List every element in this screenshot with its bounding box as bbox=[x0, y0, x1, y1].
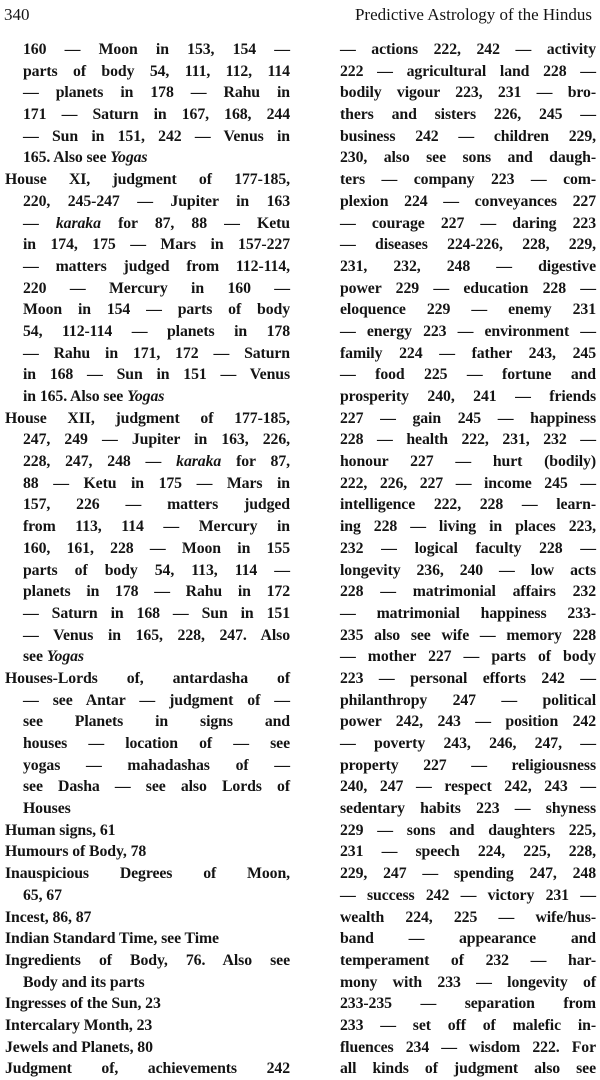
index-text: 222, 226, 227 — income 245 — bbox=[340, 474, 596, 492]
index-text: — matrimonial happiness 233- bbox=[340, 604, 596, 622]
index-text: planets in 178 — Rahu in 172 bbox=[23, 583, 290, 601]
index-right-line bbox=[340, 1037, 596, 1059]
index-text: — Sun in 151, 242 — Venus in bbox=[23, 127, 290, 145]
index-right-line bbox=[340, 191, 596, 213]
index-right-line bbox=[340, 408, 596, 430]
index-text: 228 — health 222, 231, 232 — bbox=[340, 431, 596, 449]
index-left-line bbox=[5, 950, 290, 972]
index-right-line bbox=[340, 928, 596, 950]
index-text: from 113, 114 — Mercury in bbox=[23, 518, 290, 536]
index-right-line bbox=[340, 256, 596, 278]
index-italic-term: karaka bbox=[176, 453, 222, 471]
index-text: see Planets in signs and bbox=[23, 713, 290, 731]
index-right-line bbox=[340, 863, 596, 885]
index-left-line bbox=[5, 690, 290, 712]
index-left-line bbox=[5, 972, 290, 994]
index-italic-term: Yogas bbox=[110, 149, 148, 167]
index-text: honour 227 — hurt (bodily) bbox=[340, 453, 596, 471]
index-text: — food 225 — fortune and bbox=[340, 366, 596, 384]
index-text: — energy 223 — environment — bbox=[340, 322, 596, 340]
index-text: — poverty 243, 246, 247, — bbox=[340, 735, 596, 752]
index-text: ing 228 — living in places 223, bbox=[340, 518, 596, 536]
index-text: for 87, 88 — Ketu bbox=[100, 214, 290, 232]
index-right-line bbox=[340, 213, 596, 235]
index-left-line bbox=[5, 39, 290, 61]
index-text: Body and its parts bbox=[23, 973, 145, 991]
index-text: — Rahu in 171, 172 — Saturn bbox=[23, 344, 290, 362]
index-text: House XII, judgment of 177-185, bbox=[5, 409, 290, 427]
index-text: 227 — gain 245 — happiness bbox=[340, 409, 596, 427]
index-text: see bbox=[23, 648, 47, 666]
index-right-line bbox=[340, 560, 596, 582]
index-left-line bbox=[5, 126, 290, 148]
index-right-line bbox=[340, 841, 596, 863]
index-left-line bbox=[5, 993, 290, 1015]
index-text: yogas — mahadashas of — bbox=[23, 756, 290, 774]
index-italic-term: Yogas bbox=[127, 388, 165, 405]
index-text: all kinds of judgment also see bbox=[340, 1060, 596, 1078]
index-left-line bbox=[5, 1015, 290, 1037]
index-left-line bbox=[5, 625, 290, 647]
index-right-line bbox=[340, 386, 596, 408]
index-right-line bbox=[340, 169, 596, 191]
index-right-line bbox=[340, 907, 596, 929]
index-text: in 168 — Sun in 151 — Venus bbox=[23, 366, 290, 384]
index-right-line bbox=[340, 278, 596, 300]
index-left-line bbox=[5, 213, 290, 235]
index-right-line bbox=[340, 61, 596, 83]
index-right-line bbox=[340, 690, 596, 712]
index-text: — bbox=[23, 214, 56, 232]
index-left-line bbox=[5, 646, 290, 668]
index-text: 229 — sons and daughters 225, bbox=[340, 821, 596, 839]
index-right-line bbox=[340, 668, 596, 690]
index-text: parts of body 54, 113, 114 — bbox=[23, 561, 290, 579]
index-right-line bbox=[340, 950, 596, 972]
index-left-line bbox=[5, 494, 290, 516]
index-right-line bbox=[340, 538, 596, 560]
index-left-line bbox=[5, 928, 290, 950]
index-right-line bbox=[340, 321, 596, 343]
index-text: ters — company 223 — com- bbox=[340, 171, 596, 189]
index-text: 233-235 — separation from bbox=[340, 995, 596, 1013]
index-left-line bbox=[5, 191, 290, 213]
index-text: Intercalary Month, 23 bbox=[5, 1016, 153, 1034]
index-text: 54, 112-114 — planets in 178 bbox=[23, 322, 290, 340]
index-right-line bbox=[340, 299, 596, 321]
index-text: intelligence 222, 228 — learn- bbox=[340, 496, 596, 514]
index-text: bodily vigour 223, 231 — bro- bbox=[340, 84, 596, 102]
index-text: Human signs, 61 bbox=[5, 821, 116, 839]
index-right-line bbox=[340, 451, 596, 473]
index-text: 229, 247 — spending 247, 248 bbox=[340, 865, 596, 883]
index-left-line bbox=[5, 82, 290, 104]
index-text: longevity 236, 240 — low acts bbox=[340, 561, 596, 579]
index-column-right bbox=[340, 39, 596, 1080]
index-text: 220 — Mercury in 160 — bbox=[23, 279, 290, 297]
index-right-line bbox=[340, 885, 596, 907]
index-left-line bbox=[5, 473, 290, 495]
index-right-line bbox=[340, 733, 596, 755]
index-text: wealth 224, 225 — wife/hus- bbox=[340, 908, 596, 926]
index-text: — see Antar — judgment of — bbox=[23, 691, 290, 709]
index-left-line bbox=[5, 798, 290, 820]
index-text: — Venus in 165, 228, 247. Also bbox=[23, 626, 290, 644]
index-right-line bbox=[340, 993, 596, 1015]
index-column-left bbox=[5, 39, 290, 1080]
index-text: 223 — personal efforts 242 — bbox=[340, 669, 596, 687]
index-right-line bbox=[340, 82, 596, 104]
index-text: in 165. Also see bbox=[23, 388, 128, 405]
index-left-line bbox=[5, 885, 290, 907]
index-left-line bbox=[5, 256, 290, 278]
index-text: Judgment of, achievements 242 bbox=[5, 1060, 290, 1078]
index-text: family 224 — father 243, 245 bbox=[340, 344, 596, 362]
index-left-line bbox=[5, 386, 290, 408]
index-text: Ingresses of the Sun, 23 bbox=[5, 995, 161, 1013]
index-text: Jewels and Planets, 80 bbox=[5, 1038, 153, 1056]
index-left-line bbox=[5, 1037, 290, 1059]
index-text: property 227 — religiousness bbox=[340, 756, 596, 774]
index-right-line bbox=[340, 1015, 596, 1037]
index-text: fluences 234 — wisdom 222. For bbox=[340, 1038, 596, 1056]
index-text: 228 — matrimonial affairs 232 bbox=[340, 583, 596, 601]
index-text: power 242, 243 — position 242 bbox=[340, 713, 596, 731]
index-right-line bbox=[340, 776, 596, 798]
index-text: 171 — Saturn in 167, 168, 244 bbox=[23, 106, 290, 124]
index-text: band — appearance and bbox=[340, 930, 596, 948]
index-text: parts of body 54, 111, 112, 114 bbox=[23, 62, 290, 80]
index-right-line bbox=[340, 473, 596, 495]
index-right-line bbox=[340, 755, 596, 777]
index-text: 240, 247 — respect 242, 243 — bbox=[340, 778, 596, 796]
index-italic-term: karaka bbox=[55, 214, 101, 232]
index-text: 231 — speech 224, 225, 228, bbox=[340, 843, 596, 861]
index-right-line bbox=[340, 343, 596, 365]
index-text: see Dasha — see also Lords of bbox=[23, 778, 290, 796]
index-left-line bbox=[5, 755, 290, 777]
index-right-line bbox=[340, 625, 596, 647]
index-right-line bbox=[340, 147, 596, 169]
index-right-line bbox=[340, 646, 596, 668]
index-left-line bbox=[5, 169, 290, 191]
index-right-line bbox=[340, 429, 596, 451]
index-left-line bbox=[5, 581, 290, 603]
index-left-line bbox=[5, 408, 290, 430]
index-left-line bbox=[5, 560, 290, 582]
index-text: for 87, bbox=[221, 453, 290, 471]
index-right-line bbox=[340, 711, 596, 733]
index-text: philanthropy 247 — political bbox=[340, 691, 596, 709]
index-left-line bbox=[5, 516, 290, 538]
index-text: houses — location of — see bbox=[23, 735, 290, 752]
index-text: 160, 161, 228 — Moon in 155 bbox=[23, 539, 290, 557]
index-text: Houses-Lords of, antardasha of bbox=[5, 669, 290, 687]
index-text: Humours of Body, 78 bbox=[5, 843, 147, 861]
index-italic-term: Yogas bbox=[46, 648, 84, 666]
index-left-line bbox=[5, 234, 290, 256]
index-left-line bbox=[5, 711, 290, 733]
index-text: Houses bbox=[23, 800, 71, 818]
index-left-line bbox=[5, 538, 290, 560]
index-text: 65, 67 bbox=[23, 886, 62, 904]
index-left-line bbox=[5, 343, 290, 365]
index-left-line bbox=[5, 841, 290, 863]
index-text: — courage 227 — daring 223 bbox=[340, 214, 596, 232]
index-left-line bbox=[5, 1058, 290, 1080]
index-left-line bbox=[5, 429, 290, 451]
index-left-line bbox=[5, 668, 290, 690]
index-text: 160 — Moon in 153, 154 — bbox=[23, 41, 290, 58]
index-text: Moon in 154 — parts of body bbox=[23, 301, 290, 319]
index-text: 165. Also see bbox=[23, 149, 111, 167]
index-text: Inauspicious Degrees of Moon, bbox=[5, 865, 290, 883]
index-right-line bbox=[340, 820, 596, 842]
index-text: 232 — logical faculty 228 — bbox=[340, 539, 596, 557]
index-right-line bbox=[340, 798, 596, 820]
index-text: power 229 — education 228 — bbox=[340, 279, 596, 297]
index-text: 231, 232, 248 — digestive bbox=[340, 257, 596, 275]
index-text: eloquence 229 — enemy 231 bbox=[340, 301, 596, 319]
index-right-line bbox=[340, 104, 596, 126]
index-text: — mother 227 — parts of body bbox=[340, 648, 596, 666]
index-left-line bbox=[5, 278, 290, 300]
index-text: — Saturn in 168 — Sun in 151 bbox=[23, 604, 290, 622]
index-text: sedentary habits 223 — shyness bbox=[340, 800, 596, 818]
index-text: business 242 — children 229, bbox=[340, 127, 596, 145]
index-right-line bbox=[340, 972, 596, 994]
index-left-line bbox=[5, 147, 290, 169]
index-right-line bbox=[340, 516, 596, 538]
index-text: 230, also see sons and daugh- bbox=[340, 149, 596, 167]
index-text: Ingredients of Body, 76. Also see bbox=[5, 951, 290, 969]
index-text: 88 — Ketu in 175 — Mars in bbox=[23, 474, 290, 492]
index-text: — planets in 178 — Rahu in bbox=[23, 84, 290, 102]
index-left-line bbox=[5, 451, 290, 473]
index-text: — success 242 — victory 231 — bbox=[340, 886, 596, 904]
index-text: 235 also see wife — memory 228 bbox=[340, 626, 596, 644]
index-left-line bbox=[5, 321, 290, 343]
index-text: thers and sisters 226, 245 — bbox=[340, 106, 596, 124]
index-left-line bbox=[5, 364, 290, 386]
index-text: 157, 226 — matters judged bbox=[23, 496, 290, 514]
index-left-line bbox=[5, 733, 290, 755]
index-text: 228, 247, 248 — bbox=[23, 453, 177, 471]
index-text: — diseases 224-226, 228, 229, bbox=[340, 236, 596, 254]
index-text: mony with 233 — longevity of bbox=[340, 973, 596, 991]
page-header bbox=[0, 0, 600, 24]
index-text: temperament of 232 — har- bbox=[340, 951, 596, 969]
index-right-line bbox=[340, 364, 596, 386]
index-text: Indian Standard Time, see Time bbox=[5, 930, 219, 948]
index-text: — actions 222, 242 — activity bbox=[340, 41, 596, 58]
index-right-line bbox=[340, 39, 596, 61]
index-right-line bbox=[340, 126, 596, 148]
index-left-line bbox=[5, 907, 290, 929]
index-left-line bbox=[5, 603, 290, 625]
page-number: 340 bbox=[4, 5, 30, 24]
index-text: 233 — set off of malefic in- bbox=[340, 1016, 596, 1034]
index-text: House XI, judgment of 177-185, bbox=[5, 171, 290, 189]
index-text: prosperity 240, 241 — friends bbox=[340, 388, 596, 405]
index-right-line bbox=[340, 494, 596, 516]
running-title: Predictive Astrology of the Hindus bbox=[354, 5, 592, 24]
index-left-line bbox=[5, 820, 290, 842]
index-left-line bbox=[5, 776, 290, 798]
index-left-line bbox=[5, 863, 290, 885]
index-text: 222 — agricultural land 228 — bbox=[340, 62, 596, 80]
index-right-line bbox=[340, 581, 596, 603]
index-text: in 174, 175 — Mars in 157-227 bbox=[23, 236, 290, 254]
index-left-line bbox=[5, 299, 290, 321]
index-right-line bbox=[340, 1058, 596, 1080]
index-text: — matters judged from 112-114, bbox=[23, 257, 290, 275]
index-right-line bbox=[340, 234, 596, 256]
index-left-line bbox=[5, 104, 290, 126]
index-text: 247, 249 — Jupiter in 163, 226, bbox=[23, 431, 290, 449]
index-text: plexion 224 — conveyances 227 bbox=[340, 192, 596, 210]
index-left-line bbox=[5, 61, 290, 83]
index-text: Incest, 86, 87 bbox=[5, 908, 92, 926]
index-right-line bbox=[340, 603, 596, 625]
index-text: 220, 245-247 — Jupiter in 163 bbox=[23, 192, 290, 210]
